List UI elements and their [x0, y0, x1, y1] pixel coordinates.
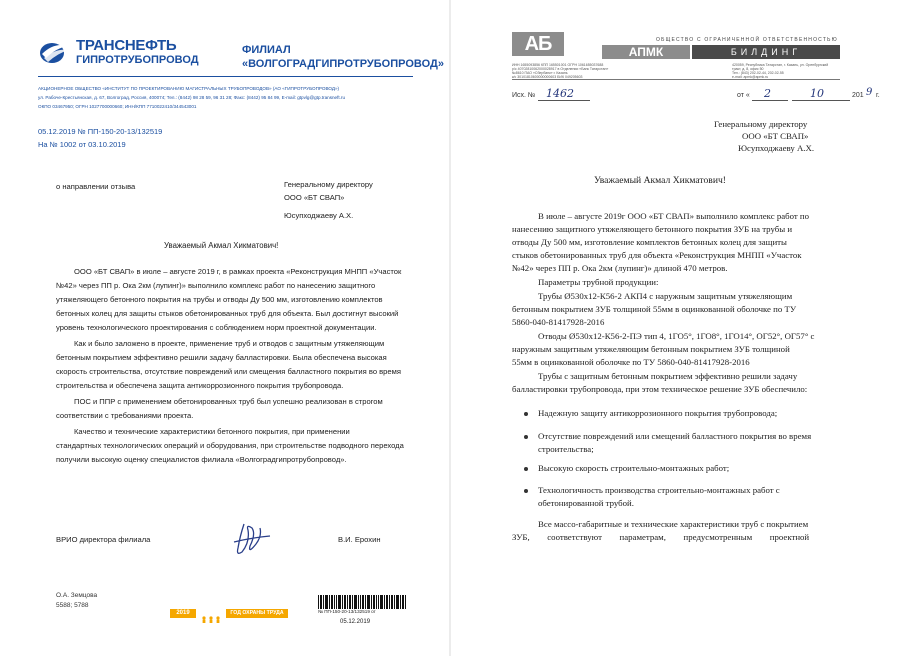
- ab-logo: АБ: [512, 32, 564, 56]
- workers-icon: [200, 610, 222, 617]
- body-line: скорость строительства, отсутствие повреждений или смещения балластного покрытия во время: [56, 367, 401, 376]
- body-line: Трубы с защитным бетонным покрытием эффективно решили задачу: [538, 371, 798, 381]
- bilding-logo: БИЛДИНГ: [692, 45, 840, 59]
- body-line: соответствии с требованиями проекта.: [56, 411, 194, 420]
- right-letter: [452, 0, 900, 656]
- bends-line: 55мм в оцинкованной оболочке по ТУ 5860-040-81417928-2016: [512, 357, 750, 367]
- barcode-icon: [318, 595, 408, 609]
- bullet-item: строительства;: [538, 444, 594, 454]
- body-line: нанесению защитного утяжеляющего бетонного покрытия ЗУБ на трубы и: [512, 224, 793, 234]
- date-month: 10: [810, 87, 824, 100]
- requisites-line: №8610 ПАО «Сбербанк» г. Казань: [512, 71, 568, 75]
- bullet-icon: [524, 412, 528, 416]
- addressee-title: Генеральному директору: [284, 180, 373, 189]
- address-line: 420059, Республика Татарстан, г. Казань, ул. Оренбургский: [732, 63, 829, 67]
- greeting: Уважаемый Акмал Хикматович!: [164, 241, 279, 250]
- executor-phone: 5588; 5788: [56, 602, 89, 609]
- day-underline: [752, 100, 788, 101]
- ref-number: 05.12.2019 № ПП-150-20-13/132519: [38, 127, 163, 136]
- bullet-item: Технологичность производства строительно-монтажных работ с: [538, 485, 780, 495]
- header-rule: [38, 76, 413, 77]
- addressee-name: Юсупходжаеву А.Х.: [284, 211, 354, 220]
- company-name: ТРАНСНЕФТЬ: [76, 37, 177, 54]
- bullet-item: Отсутствие повреждений или смещений балластного покрытия во время: [538, 431, 812, 441]
- outgoing-underline: [538, 100, 590, 101]
- addressee-name: Юсупходжаеву А.Х.: [738, 143, 815, 153]
- body-line: Все массо-габаритные и технические характеристики труб с покрытием: [538, 519, 809, 529]
- year-prefix: 201: [852, 92, 864, 99]
- pipes-line: бетонным покрытием ЗУБ толщиной 55мм в оцинкованной оболочке по ТУ: [512, 304, 797, 314]
- body-line: ПОС и ППР с применением обетонированных труб был успешно реализован в строгом: [74, 397, 383, 406]
- body-line: бетонных колец для защиты стыков обетонированных труб для объекта. Был достигнут высокий: [56, 309, 399, 318]
- bends-line: Отводы Ø530х12-К56-2-ПЭ тип 4, 1ГО5°, 1ГО8°, 1ГО14°, ОГ52°, ОГ57° с: [538, 331, 815, 341]
- body-line: ООО «БТ СВАП» в июле – августе 2019 г, в рамках проекта «Реконструкция МНПП «Участок: [74, 267, 402, 276]
- body-line: стыков обетонированных труб для объекта «Реконструкция МНПП «Участок: [512, 250, 802, 260]
- bullet-icon: [524, 435, 528, 439]
- addressee-company: ООО «БТ СВАП»: [284, 193, 345, 202]
- codes-line: ОКПО 03467950; ОГРН 1027700000660; ИНН/КПП 7710022410/344543001: [38, 104, 197, 109]
- ref-on: На № 1002 от 03.10.2019: [38, 140, 126, 149]
- phone-line: Тел.: (843) 202-02-44, 202-02-55: [732, 71, 784, 75]
- badge-text: ГОД ОХРАНЫ ТРУДА: [226, 609, 288, 618]
- addressee-title: Генеральному директору: [714, 119, 808, 129]
- outgoing-number: 1462: [546, 87, 574, 100]
- bullet-item: Надежную защиту антикоррозионного покрытия трубопровода;: [538, 408, 778, 418]
- bullet-icon: [524, 467, 528, 471]
- body-line: утяжеляющего бетонного покрытия на трубы и отводы Ду 500 мм, изготовлению комплектов: [56, 295, 383, 304]
- signer-name: В.И. Ерохин: [338, 535, 381, 544]
- outgoing-label: Исх. №: [512, 92, 536, 99]
- bends-line: наружным защитным утяжеляющим бетонным покрытием ЗУБ толщиной: [512, 344, 790, 354]
- signer-title: ВРИО директора филиала: [56, 535, 151, 544]
- header-rule: [512, 79, 840, 80]
- greeting: Уважаемый Акмал Хикматович!: [594, 175, 726, 186]
- barcode-date: 05.12.2019: [340, 619, 371, 625]
- body-line: уровень технологического проектирования с соблюдением норм проектной документации.: [56, 323, 377, 332]
- body-line: получили высокую оценку специалистов филиала «Волгоградгипротрубопровод».: [56, 455, 347, 464]
- address-line: тракт, д. 8, офис 50: [732, 67, 764, 71]
- body-line: отводы Ду 500 мм, изготовление комплектов бетонных колец для защиты: [512, 237, 787, 247]
- requisites-line: ИНН 1655093856 КПП 165501001 ОГРН 1061655037688: [512, 63, 604, 67]
- body-line: ЗУБ, соответствуют параметрам, предусмотренным проектной: [512, 532, 810, 542]
- page-divider: [449, 0, 451, 656]
- year-unit: г.: [876, 92, 880, 99]
- body-line: балластировки трубопровода, при этом техническое решение ЗУБ обеспечило:: [512, 384, 808, 394]
- body-line: бетонным покрытием эффективно решили задачу балластировки. Была обеспечена высокая: [56, 353, 387, 362]
- safety-year-badge: [170, 609, 288, 618]
- year-suffix: 9: [866, 87, 873, 98]
- body-line: №42» через ПП р. Ока 2км (лупинг)» длиной 470 метров.: [512, 263, 728, 273]
- month-underline: [792, 100, 850, 101]
- body-line: стандартных технологических операций и оборудования, при строительстве подводного перехода: [56, 441, 404, 450]
- signature: [230, 522, 274, 560]
- requisites-line: к/с 30101810600000000603 БИК 049205603: [512, 75, 583, 79]
- filial-title: ФИЛИАЛ: [242, 44, 291, 56]
- bullet-item: Высокую скорость строительно-монтажных работ;: [538, 463, 730, 473]
- pipes-line: 5860-040-81417928-2016: [512, 317, 605, 327]
- date-label: от «: [737, 92, 750, 99]
- body-line: Качество и технические характеристики бетонного покрытия, при применении: [74, 427, 350, 436]
- date-day: 2: [764, 87, 771, 100]
- barcode-code: № ПП-150-20-13/132519 от: [318, 609, 376, 614]
- pipes-line: Трубы Ø530х12-К56-2 АКП4 с наружным защитным утяжеляющим: [538, 291, 793, 301]
- params-title: Параметры трубной продукции:: [538, 277, 659, 287]
- bullet-icon: [524, 489, 528, 493]
- filial-name: «ВОЛГОГРАДГИПРОТРУБОПРОВОД»: [242, 58, 444, 70]
- body-line: строительства и обеспечена защита антикоррозионного покрытия трубопровода.: [56, 381, 344, 390]
- body-line: В июле – августе 2019г ООО «БТ СВАП» выполнило комплекс работ по: [538, 211, 810, 221]
- badge-year: 2019: [170, 609, 196, 618]
- bullet-item: обетонированной трубой.: [538, 498, 634, 508]
- barcode: [318, 595, 408, 617]
- executor-name: О.А. Земцова: [56, 592, 98, 599]
- body-line: Как и было заложено в проекте, применение труб и отводов с защитным утяжеляющим: [74, 339, 385, 348]
- subject-line: о направлении отзыва: [56, 182, 136, 191]
- transneft-logo-icon: [38, 38, 70, 66]
- left-letter: [0, 0, 448, 656]
- requisites-line: р/с 40702810062000028917 в Отделении «Банк Татарстан»: [512, 67, 609, 71]
- addressee-company: ООО «БТ СВАП»: [742, 131, 809, 141]
- address-line: ул. Рабоче-Крестьянская, д. 67, Волгоград, Россия, 400074; Тел.: (8442) 98 28 59, 96 31 28; Факс: (8442) 95 84 99, E-mail: gtpvlg@gtp.transneft.ru: [38, 95, 346, 100]
- company-legal-form: ОБЩЕСТВО С ОГРАНИЧЕННОЙ ОТВЕТСТВЕННОСТЬЮ: [656, 37, 838, 43]
- body-line: №42» через ПП р. Ока 2км (лупинг)» выполнило комплекс работ по нанесению защитного: [56, 281, 376, 290]
- apmk-logo: АПМК: [602, 45, 690, 59]
- org-line: АКЦИОНЕРНОЕ ОБЩЕСТВО «ИНСТИТУТ ПО ПРОЕКТИРОВАНИЮ МАГИСТРАЛЬНЫХ ТРУБОПРОВОДОВ» (АО «ГИПРОТРУБОПРОВОД»): [38, 86, 340, 91]
- company-subname: ГИПРОТРУБОПРОВОД: [76, 54, 199, 66]
- email-line: e-mail: apmk@apmk.ru: [732, 75, 769, 79]
